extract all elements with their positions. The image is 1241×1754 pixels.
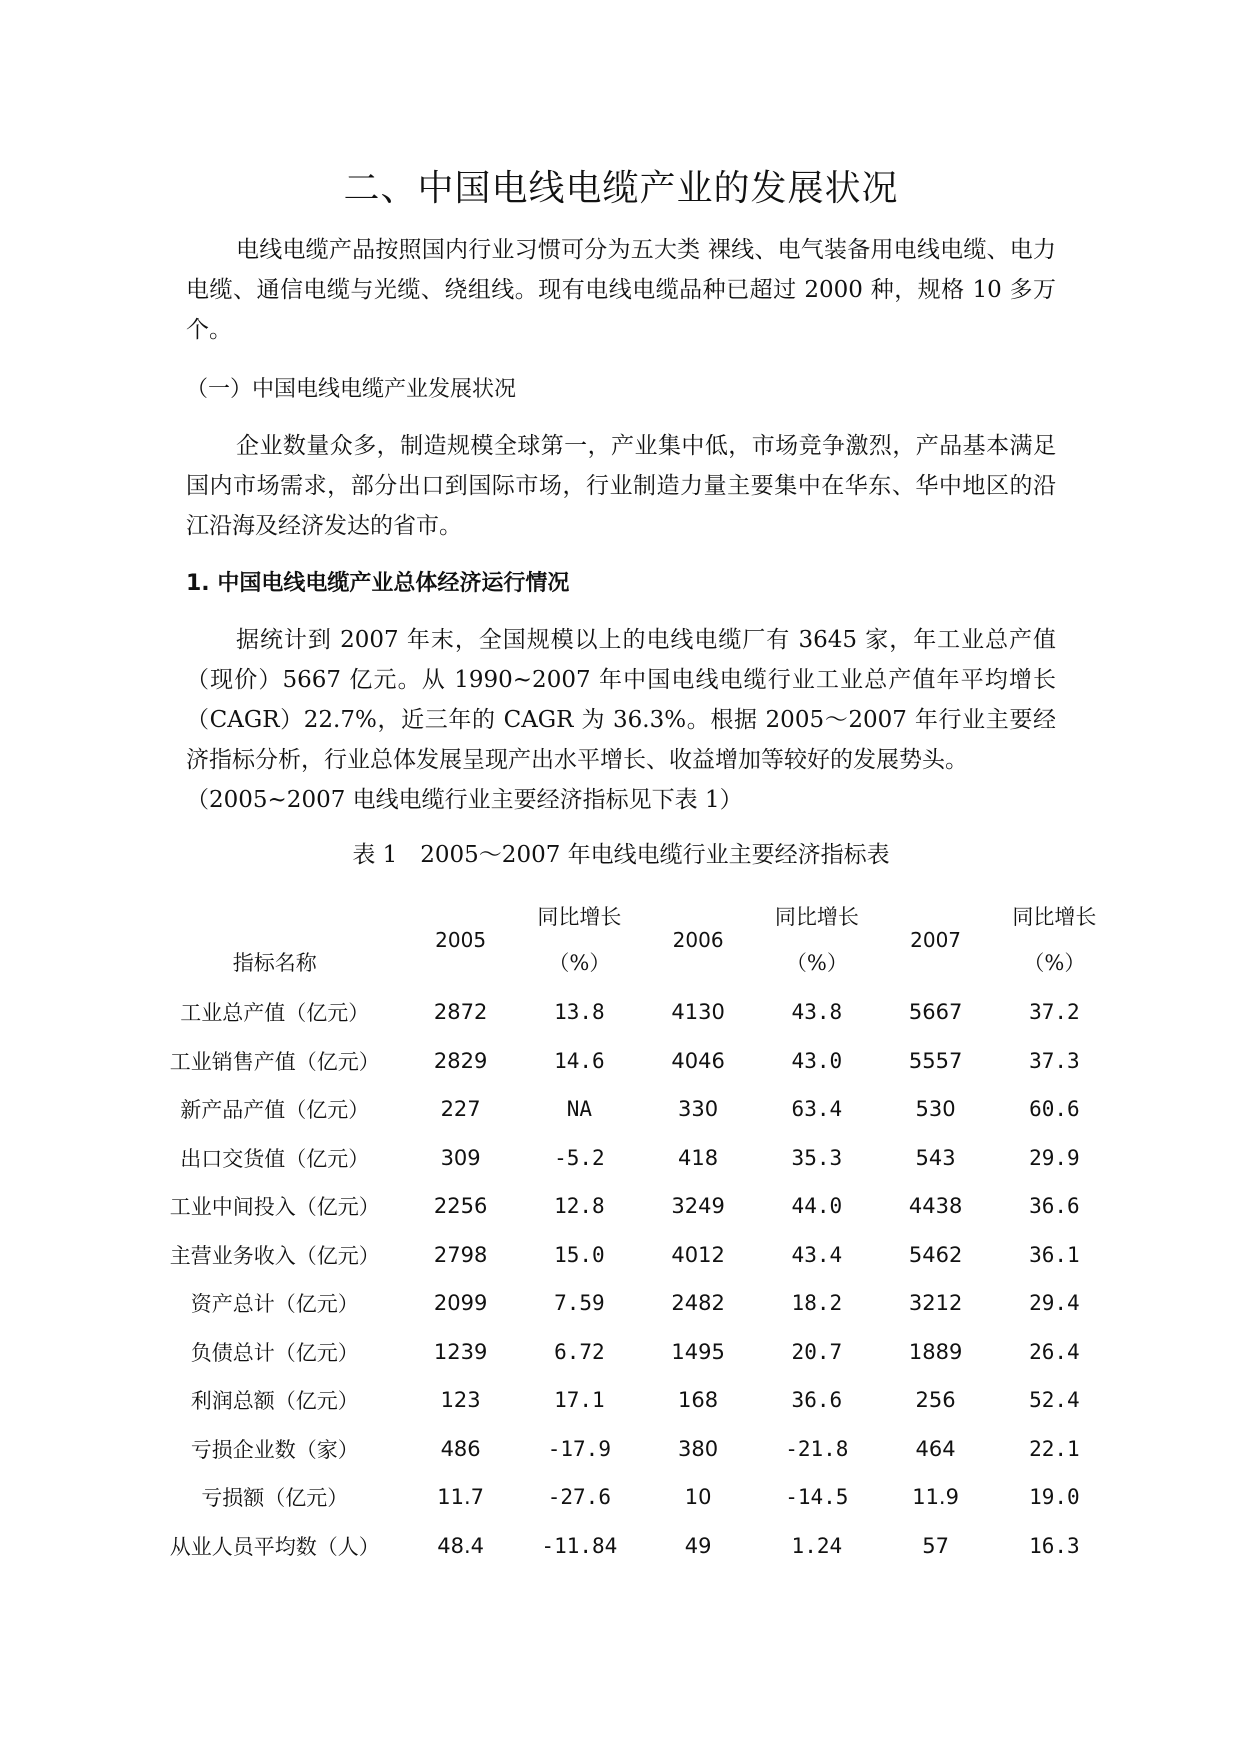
- growth-2006-cell: -14.5: [785, 1485, 849, 1510]
- growth-2007-cell: 37.2: [1029, 1000, 1080, 1025]
- growth-2006-cell: 18.2: [791, 1291, 843, 1316]
- table-body: [156, 988, 1106, 1570]
- value-2006-cell: 4130: [671, 1000, 725, 1025]
- row-name-cell: 工业中间投入（亿元）: [169, 1195, 380, 1220]
- table-row: [156, 1522, 1106, 1571]
- growth-2007-cell: 29.4: [1029, 1291, 1080, 1316]
- growth-2007-cell: 22.1: [1029, 1436, 1080, 1461]
- row-name-cell: 工业总产值（亿元）: [180, 1001, 370, 1026]
- table-row: [156, 1328, 1106, 1377]
- growth-2006-cell: 43.0: [791, 1048, 843, 1073]
- growth-2005-cell: 7.59: [554, 1291, 605, 1316]
- growth-2007-cell: 36.6: [1029, 1194, 1080, 1219]
- row-name-cell: 主营业务收入（亿元）: [169, 1243, 380, 1268]
- growth-2005-cell: 13.8: [554, 1000, 605, 1025]
- growth-2007-cell: 16.3: [1029, 1533, 1080, 1558]
- growth-2006-cell: 43.4: [791, 1242, 843, 1267]
- row-name-cell: 资产总计（亿元）: [190, 1292, 359, 1317]
- value-2007-cell: 530: [915, 1097, 956, 1122]
- value-2005-cell: 2256: [433, 1194, 488, 1219]
- growth-2006-cell: 20.7: [791, 1339, 843, 1364]
- growth-2005-cell: 6.72: [554, 1339, 605, 1364]
- header-year-2005: 2005: [435, 928, 487, 952]
- growth-2006-cell: 36.6: [791, 1388, 843, 1413]
- value-2005-cell: 2829: [433, 1048, 488, 1073]
- value-2007-cell: 464: [915, 1436, 956, 1461]
- growth-2007-cell: 37.3: [1029, 1048, 1080, 1073]
- table-header-row: [156, 892, 1106, 988]
- growth-2005-cell: -5.2: [554, 1145, 605, 1170]
- row-name-cell: 亏损企业数（家）: [190, 1437, 359, 1462]
- header-year-2007: 2007: [910, 928, 962, 952]
- value-2005-cell: 123: [440, 1388, 481, 1413]
- value-2006-cell: 49: [684, 1533, 712, 1558]
- value-2006-cell: 10: [684, 1485, 712, 1510]
- value-2007-cell: 5557: [908, 1048, 963, 1073]
- growth-2005-cell: NA: [566, 1097, 592, 1122]
- growth-2005-cell: 12.8: [554, 1194, 605, 1219]
- growth-2005-cell: -27.6: [547, 1485, 611, 1510]
- growth-2005-cell: 14.6: [554, 1048, 605, 1073]
- table-row: [156, 1473, 1106, 1522]
- section2-paragraph: 据统计到 2007 年末，全国规模以上的电线电缆厂有 3645 家，年工业总产值（现价）5667 亿元。从 1990~2007 年中国电线电缆行业工业总产值年平均增长（CAGR）22.7%，近三年的 CAGR 为 36.3%。根据 2005～2007 年行业主要经济指标分析，行业总体发展呈现产出水平增长、收益增加等较好的发展势头。: [186, 627, 1056, 773]
- value-2007-cell: 3212: [908, 1291, 963, 1316]
- header-year-2006: 2006: [672, 928, 724, 952]
- table-row: [156, 1037, 1106, 1086]
- section1-paragraph: 企业数量众多，制造规模全球第一，产业集中低，市场竞争激烈，产品基本满足国内市场需求，部分出口到国际市场，行业制造力量主要集中在华东、华中地区的沿江沿海及经济发达的省市。: [186, 433, 1056, 539]
- value-2007-cell: 5667: [908, 1000, 963, 1025]
- value-2006-cell: 4012: [671, 1242, 725, 1267]
- row-name-cell: 出口交货值（亿元）: [180, 1146, 370, 1171]
- table-row: [156, 1182, 1106, 1231]
- table-reference-note: （2005~2007 电线电缆行业主要经济指标见下表 1）: [186, 787, 743, 813]
- value-2005-cell: 309: [440, 1145, 481, 1170]
- section2-heading: 1. 中国电线电缆产业总体经济运行情况: [186, 571, 570, 596]
- value-2006-cell: 2482: [671, 1291, 725, 1316]
- row-name-cell: 从业人员平均数（人）: [169, 1534, 380, 1559]
- table-row: [156, 1425, 1106, 1474]
- growth-2005-cell: 17.1: [554, 1388, 605, 1413]
- growth-2006-cell: -21.8: [785, 1436, 849, 1461]
- growth-2007-cell: 26.4: [1029, 1339, 1080, 1364]
- value-2006-cell: 330: [678, 1097, 719, 1122]
- value-2007-cell: 5462: [908, 1242, 963, 1267]
- row-name-cell: 工业销售产值（亿元）: [169, 1049, 380, 1074]
- table-row: [156, 988, 1106, 1037]
- growth-2005-cell: 15.0: [554, 1242, 605, 1267]
- growth-2007-cell: 60.6: [1029, 1097, 1080, 1122]
- row-name-cell: 新产品产值（亿元）: [180, 1098, 370, 1123]
- row-name-cell: 利润总额（亿元）: [190, 1389, 359, 1414]
- header-growth-2007: 同比增长 （%）: [1012, 905, 1097, 975]
- value-2005-cell: 1239: [433, 1339, 488, 1364]
- table-row: [156, 1231, 1106, 1280]
- value-2006-cell: 4046: [671, 1048, 725, 1073]
- growth-2006-cell: 44.0: [791, 1194, 843, 1219]
- growth-2007-cell: 19.0: [1029, 1485, 1080, 1510]
- growth-2007-cell: 52.4: [1029, 1388, 1080, 1413]
- growth-2006-cell: 43.8: [791, 1000, 843, 1025]
- growth-2006-cell: 35.3: [791, 1145, 843, 1170]
- table-row: [156, 1085, 1106, 1134]
- value-2007-cell: 543: [915, 1145, 956, 1170]
- value-2005-cell: 227: [440, 1097, 481, 1122]
- row-name-cell: 负债总计（亿元）: [190, 1340, 359, 1365]
- value-2007-cell: 4438: [908, 1194, 963, 1219]
- value-2006-cell: 3249: [671, 1194, 725, 1219]
- header-growth-2006: 同比增长 （%）: [774, 905, 859, 975]
- growth-2006-cell: 1.24: [791, 1533, 843, 1558]
- intro-paragraph: 电线电缆产品按照国内行业习惯可分为五大类 裸线、电气装备用电线电缆、电力电缆、通信电缆与光缆、绕组线。现有电线电缆品种已超过 2000 种，规格 10 多万个。: [186, 237, 1056, 343]
- value-2006-cell: 380: [678, 1436, 719, 1461]
- value-2006-cell: 418: [678, 1145, 719, 1170]
- value-2006-cell: 1495: [671, 1339, 725, 1364]
- value-2007-cell: 57: [922, 1533, 949, 1558]
- value-2007-cell: 11.9: [912, 1485, 959, 1510]
- row-name-cell: 亏损额（亿元）: [201, 1486, 349, 1511]
- page-title: 二、中国电线电缆产业的发展状况: [343, 168, 899, 209]
- growth-2007-cell: 36.1: [1029, 1242, 1080, 1267]
- value-2005-cell: 2872: [433, 1000, 488, 1025]
- value-2005-cell: 48.4: [437, 1533, 484, 1558]
- growth-2005-cell: -11.84: [541, 1533, 618, 1558]
- value-2007-cell: 256: [915, 1388, 956, 1413]
- value-2005-cell: 2099: [433, 1291, 488, 1316]
- table-row: [156, 1134, 1106, 1183]
- indicator-table: [156, 892, 1106, 1570]
- growth-2005-cell: -17.9: [547, 1436, 611, 1461]
- table-row: [156, 1376, 1106, 1425]
- header-indicator-name: 指标名称: [232, 951, 317, 975]
- value-2006-cell: 168: [678, 1388, 719, 1413]
- header-growth-2005: 同比增长 （%）: [537, 905, 622, 975]
- value-2007-cell: 1889: [908, 1339, 963, 1364]
- growth-2007-cell: 29.9: [1029, 1145, 1080, 1170]
- value-2005-cell: 2798: [433, 1242, 488, 1267]
- section1-heading: （一）中国电线电缆产业发展状况: [186, 377, 517, 402]
- table-caption: 表 1 2005～2007 年电线电缆行业主要经济指标表: [352, 842, 890, 868]
- growth-2006-cell: 63.4: [791, 1097, 843, 1122]
- table-row: [156, 1279, 1106, 1328]
- value-2005-cell: 11.7: [437, 1485, 484, 1510]
- value-2005-cell: 486: [440, 1436, 481, 1461]
